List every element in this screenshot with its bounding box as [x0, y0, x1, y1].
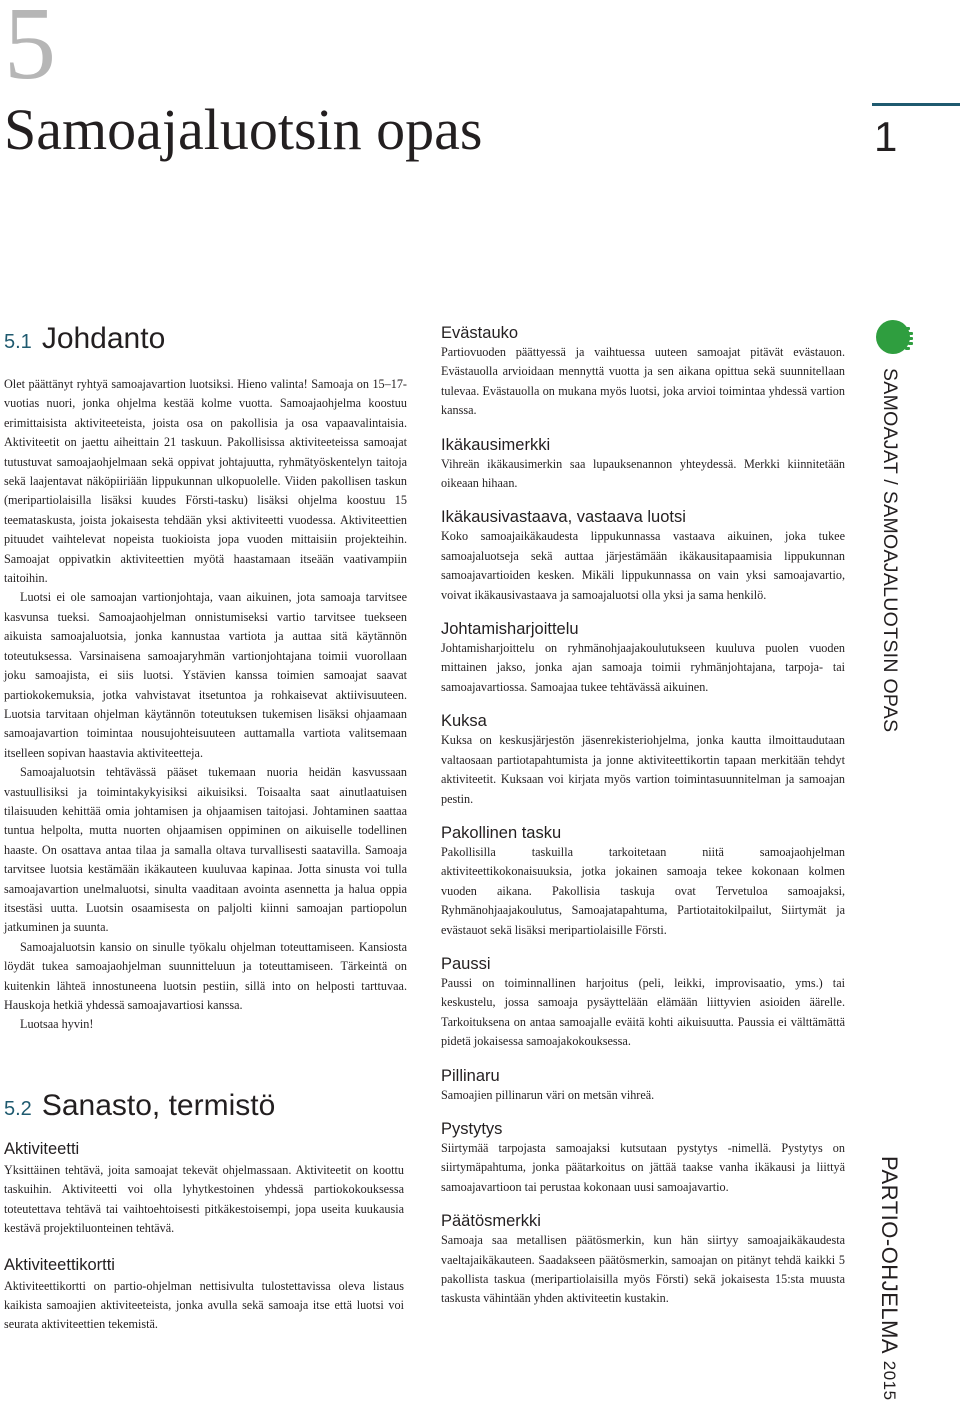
term-heading: Ikäkausimerkki [441, 435, 551, 454]
section-heading-johdanto [4, 322, 165, 356]
page-number: 1 [874, 113, 898, 160]
term-definition: Koko samoajaikäkaudesta lippukunnassa vastaava aikuinen, joka tukee samoajaluotseja sekä auttaa järjestämään ikäkausitapaamisia lippukunnan samoajavartioiden kesken. Mikäli lippukunnassa on vain yksi samoajavartio, voivat ikäkausivastaava ja samoajaluotsi olla yksi ja sama henkilö. [441, 529, 845, 602]
glossary-entry [441, 435, 845, 494]
term-heading: Aktiviteetti [4, 1140, 80, 1158]
glossary-entry [441, 507, 845, 605]
section-heading-sanasto [4, 1089, 275, 1123]
glossary-entry [441, 823, 845, 940]
glossary-entry [441, 1066, 845, 1105]
side-label-program [876, 1156, 902, 1401]
intro-paragraph: Olet päättänyt ryhtyä samoajavartion luotsiksi. Hieno valinta! Samoaja on 15–17-vuotias nuori, jonka ohjelma kestää kolme vuotta. Samoajaohjelma koostuu erimittaisista aktiviteeteista, joista osa on pakollisia ja osa vapaavalintaisia. Aktiviteetit on jaettu aiheittain 21 taskuun. Pakollisissa aktiviteeteissa samoajat tutustuvat samoajaohjelmaan sekä oppivat johtajuutta, ryhmätyöskentelyn taitoja sekä laajentavat näköpiiriään lippukunnan ulkopuolelle. Viiden pakollisen taskun (meripartiolaisilla lisäksi kuudes Försti-tasku) lisäksi ohjelma koostuu 15 teemataskusta, joista jokaisesta tehdään yksi aktiviteetti vuodessa. Aktiviteettien pituudet vaihtelevat nopeista tuokioista jopa vuoden mittaisiin projekteihin. Samoajat oppivatkin aktiviteettien myötä haastamaan itseään vaativampiin taitoihin. [4, 377, 407, 586]
term-definition: Samoajien pillinarun väri on metsän vihreä. [441, 1087, 655, 1102]
term-heading: Pakollinen tasku [441, 823, 562, 842]
section-number: 5.1 [4, 331, 32, 353]
intro-paragraph: Samoajaluotsin kansio on sinulle työkalu ohjelman toteuttamiseen. Kansiosta löydät tukea samoajaohjelman suunnitteluun ja toteuttamiseen. Tärkeintä on kuitenkin lähteä innostuneena luotsin pestiin, sillä into on helposti tarttuvaa. Hauskoja hetkiä yhdessä samoajavartiosi kanssa. [4, 939, 407, 1012]
gear-edge-icon [895, 325, 913, 351]
term-definition: Vihreän ikäkausimerkin saa lupauksenannon yhteydessä. Merkki kiinnitetään oikeaan hihaan. [441, 456, 845, 491]
glossary-entry [441, 1119, 845, 1197]
term-definition: Siirtymää tarpojasta samoajaksi kutsutaan pystytys -nimellä. Pystytys on siirtymäpahtuma, jonka päätarkoitus on jättää taakse vanha ikäkausi ja liittyä samoajavartioon tai perustaa kokonaan uusi samoajavartio. [441, 1140, 845, 1194]
term-heading: Aktiviteettikortti [4, 1255, 115, 1274]
term-definition: Kuksa on keskusjärjestön jäsenrekisteriohjelma, jonka kautta ilmoittaudutaan valtaosaan partiotapahtumista ja jonne aktiviteettikortin tapaan merkitään tehdyt aktiviteetit. Kuksaan voi kirjata myös vartion toimintasuunnitelman ja samoajan pestin. [441, 733, 845, 806]
section-number: 5.2 [4, 1098, 32, 1120]
term-definition: Pakollisilla taskuilla tarkoitetaan niitä samoajaohjelman aktiviteettikokonaisuuksia, jotka jokainen samoaja tekee kokonaan kolmen vuoden aikana. Pakollisia taskuja ovat Tervetuloa samoajaksi, Ryhmänohjaajakoulutus, Samoajatapahtuma, Partiotaitokilpailut, Siirtymät ja evästauot sekä lisäksi meripartiolaisille Försti. [441, 844, 845, 937]
term-heading: Pillinaru [441, 1066, 500, 1085]
glossary-entry [441, 711, 845, 809]
term-definition: Aktiviteettikortti on partio-ohjelman nettisivulta tulostettavissa oleva listaus kaikista samoajien aktiviteeteista, jonka avulla sekä samoaja itse että luotsi voi seurata aktiviteettien tekemistä. [4, 1278, 404, 1332]
page-title: Samoajaluotsin opas [4, 97, 483, 162]
term-definition: Johtamisharjoittelu on ryhmänohjaajakoulutukseen kuuluva puolen vuoden mittainen jakso, jonka ajan samoaja toimii ryhmänjohtajana, tarpoja- tai samoajavartiossa. Samoajaa tukee tehtävässä aikuinen. [441, 641, 845, 694]
term-heading: Ikäkausivastaava, vastaava luotsi [441, 508, 686, 527]
chapter-number: 5 [4, 0, 54, 101]
term-definition: Paussi on toiminnallinen harjoitus (peli, leikki, improvisaatio, yms.) tai keskustelu, jossa samoaja pysäyttelään elämään liittyvien asioiden äärelle. Tarkoituksena on antaa samoajalle eväitä kohti aikuisuutta. Paussia ei välttämättä pidetä jokaisessa samoajakokouksessa. [441, 975, 845, 1049]
term-heading: Evästauko [441, 324, 519, 342]
section-title: Johdanto [41, 322, 166, 355]
glossary-entry [4, 1139, 404, 1239]
side-label-year: 2015 [880, 1360, 899, 1401]
glossary-left [4, 1139, 404, 1335]
section-title: Sanasto, termistö [41, 1089, 276, 1122]
term-heading: Päätösmerkki [441, 1212, 541, 1231]
glossary-entry [441, 323, 845, 421]
intro-paragraph: Luotsaa hyvin! [20, 1017, 94, 1032]
page-number-rule [872, 103, 960, 106]
term-heading: Paussi [441, 954, 491, 973]
glossary-right [441, 323, 845, 1309]
intro-paragraph: Luotsi ei ole samoajan vartionjohtaja, vaan aikuinen, jota samoaja tarvitsee kasvunsa tueksi. Samoajaohjelman onnistumiseksi vartio tarvitsee tuekseen aikuista samoajaluotsia, jonka kannustaa vartiota ja auttaa sitä käytännön toteutuksessa. Varsinaisena samoajaryhmän vartionjohtajana toimii vuorollaan joku samoajista, ei siis luotsi. Ystävien kanssa toimien samoajat saavat partiokokemuksia, jotka vahvistavat itsetuntoa ja rohkaisevat aktiivisuuteen. Luotsia tarvitaan ohjelman käytännön toteutuksen tukemisen lisäksi ohjaamaan samoajavartion toimintaa nousujohteisuuteen auttamalla vartiota valitsemaan itselleen sopivan haastavia aktiviteetteja. [4, 590, 407, 760]
intro-text [4, 375, 407, 1035]
term-heading: Johtamisharjoittelu [441, 620, 579, 639]
glossary-entry [441, 619, 845, 697]
glossary-entry [4, 1255, 404, 1335]
term-heading: Kuksa [441, 712, 487, 731]
term-definition: Samoaja saa metallisen päätösmerkin, kun hän siirtyy samoajaikäkaudesta vaeltajaikäkauteen. Saadakseen päätösmerkin, samoajan on pitänyt tehdä kaikki 5 pakollista taskua (meripartiolaisilla myös Försti) sekä jokaisesta 15:sta muusta taskusta vähintään yhden aktiviteetin kustakin. [441, 1233, 845, 1306]
glossary-entry [441, 1211, 845, 1309]
side-label-series: SAMOAJAT / SAMOAJALUOTSIN OPAS [879, 368, 901, 733]
glossary-entry [441, 954, 845, 1052]
term-heading: Pystytys [441, 1119, 503, 1138]
intro-paragraph: Samoajaluotsin tehtävässä pääset tukemaan nuoria heidän kasvussaan vastuullisiksi ja toimintakykyisiksi aikuisiksi. Toisaalta saat ainutlaatuisen tilaisuuden kehittää omia johtamisen ja ohjaamisen taitojasi. Johtaminen saattaa tuntua helpolta, mutta nuorten ohjaamisen oppiminen on aikuiselle todellinen haaste. On osattava antaa tilaa ja samalla oltava turvallisesti saatavilla. Samoaja tarvitsee luotsia kestämään ikäkauteen kuuluvaa kapinaa. Jotta sinusta voi tulla samoajavartion unelmaluotsi, sinulta vaaditaan avointa asennetta ja halua oppia itsestäsi uutta. Luotsin osaamisesta on paljolti kiinni samoajan partiopolun jatkuminen ja suunta. [4, 765, 407, 935]
side-label-program-name: PARTIO-OHJELMA [877, 1156, 902, 1355]
term-definition: Yksittäinen tehtävä, joita samoajat tekevät ohjelmassaan. Aktiviteetit on koottu taskuihin. Aktiviteetti voi olla lyhytkestoinen yhdessä partiokokouksessa toteutettava tehtävä tai vaihtoehtoisesti pitkäkestoisempi, jopa useita kuukausia kestävä projektiluonteinen tehtävä. [4, 1163, 404, 1236]
term-definition: Partiovuoden päättyessä ja vaihtuessa uuteen samoajat pitävät evästauon. Evästauolla arvioidaan mennyttä vuotta ja sen aikana opittua sekä suunnitellaan tulevaa. Evästauolla on mukana myös luotsi, joka arvioi toimintaa yhdessä vartion kanssa. [441, 345, 845, 418]
